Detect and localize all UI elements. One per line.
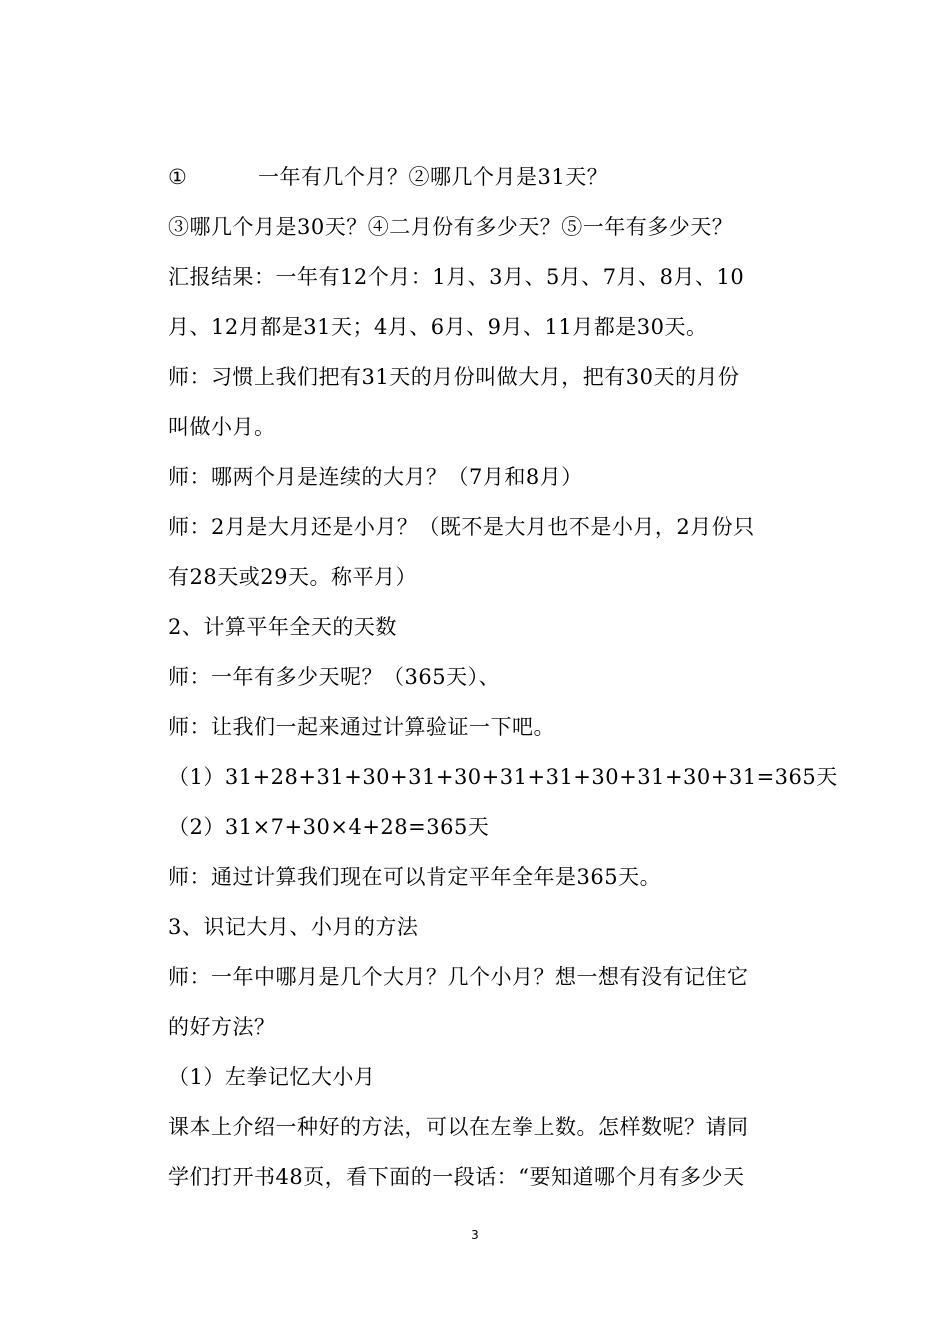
text-line-14: （2）31×7+30×4+28=365天 bbox=[168, 815, 490, 839]
text-line-2: ③哪几个月是30天？④二月份有多少天？⑤一年有多少天？ bbox=[168, 215, 734, 239]
line-text: 一年有几个月？②哪几个月是31天？ bbox=[258, 165, 609, 189]
text-line-18: 的好方法？ bbox=[168, 1015, 276, 1039]
text-line-4: 月、12月都是31天；4月、6月、9月、11月都是30天。 bbox=[168, 315, 708, 339]
text-line-8: 师：2月是大月还是小月？（既不是大月也不是小月，2月份只 bbox=[168, 515, 755, 539]
text-line-12: 师：让我们一起来通过计算验证一下吧。 bbox=[168, 715, 555, 739]
text-line-21: 学们打开书48页，看下面的一段话：“要知道哪个月有多少天 bbox=[168, 1165, 745, 1189]
text-line-19: （1）左拳记忆大小月 bbox=[168, 1065, 376, 1089]
text-line-13: （1）31+28+31+30+31+30+31+31+30+31+30+31=365天 bbox=[168, 765, 838, 789]
text-line-15: 师：通过计算我们现在可以肯定平年全年是365天。 bbox=[168, 865, 662, 889]
text-line-6: 叫做小月。 bbox=[168, 415, 276, 439]
text-line-11: 师：一年有多少天呢？（365天）、 bbox=[168, 665, 501, 689]
document-body bbox=[168, 152, 838, 1202]
page-number: 3 bbox=[471, 1228, 479, 1242]
text-line-17: 师：一年中哪月是几个大月？几个小月？想一想有没有记住它 bbox=[168, 965, 749, 989]
text-line-10: 2、计算平年全天的天数 bbox=[168, 615, 397, 639]
list-marker: ① bbox=[168, 165, 188, 189]
text-line-16: 3、识记大月、小月的方法 bbox=[168, 915, 419, 939]
text-line-5: 师：习惯上我们把有31天的月份叫做大月，把有30天的月份 bbox=[168, 365, 740, 389]
text-line-9: 有28天或29天。称平月） bbox=[168, 565, 417, 589]
text-line-3: 汇报结果：一年有12个月：1月、3月、5月、7月、8月、10 bbox=[168, 265, 745, 289]
text-line-1 bbox=[168, 152, 788, 202]
text-line-20: 课本上介绍一种好的方法，可以在左拳上数。怎样数呢？请同 bbox=[168, 1115, 749, 1139]
text-line-7: 师：哪两个月是连续的大月？（7月和8月） bbox=[168, 465, 583, 489]
